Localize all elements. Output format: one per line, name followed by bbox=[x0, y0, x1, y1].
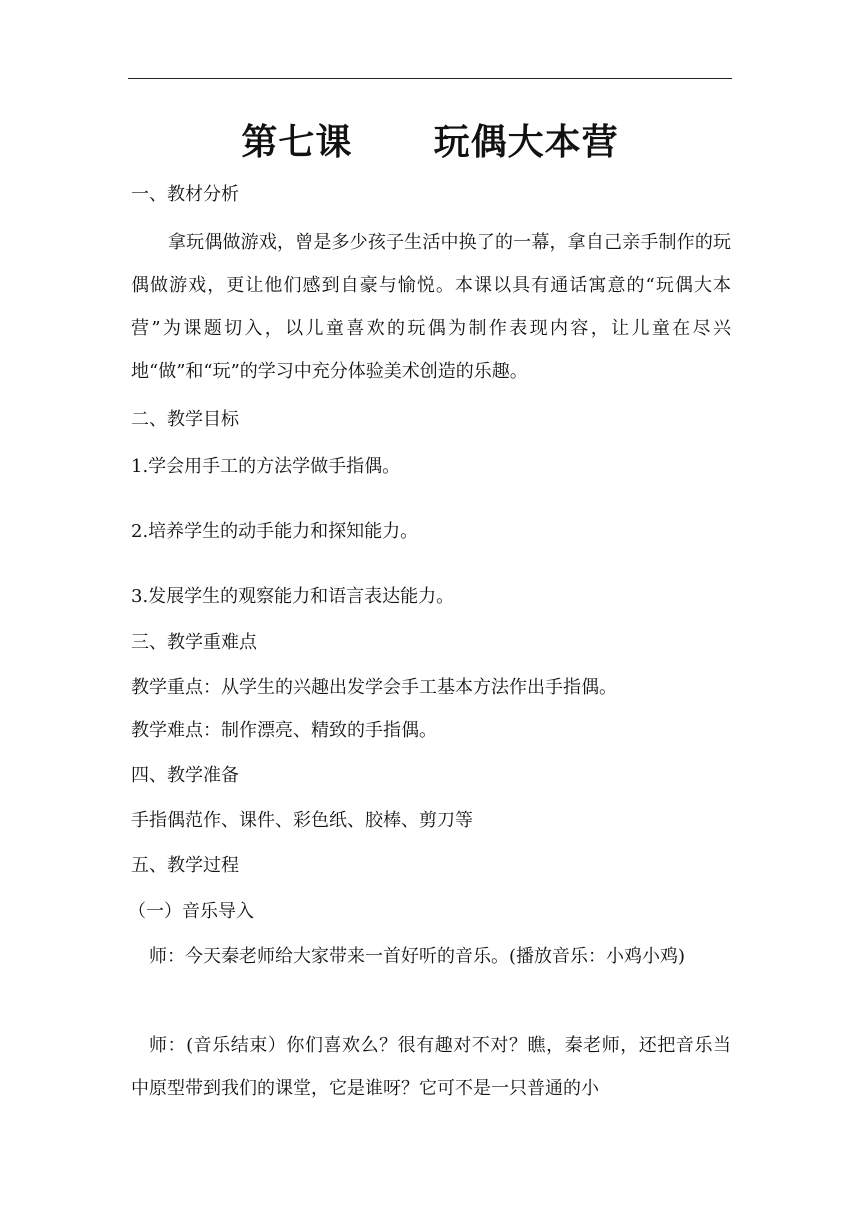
document-title: 第七课 玩偶大本营 bbox=[241, 122, 619, 163]
section-heading-analysis: 一、教材分析 bbox=[131, 184, 239, 205]
section-heading-goals: 二、教学目标 bbox=[131, 409, 239, 430]
process-paragraph-1: 师：今天秦老师给大家带来一首好听的音乐。(播放音乐：小鸡小鸡) bbox=[149, 946, 686, 967]
section-heading-process: 五、教学过程 bbox=[131, 855, 239, 876]
key-point-text: 教学重点：从学生的兴趣出发学会手工基本方法作出手指偶。 bbox=[131, 677, 617, 698]
header-rule bbox=[128, 78, 732, 79]
section-heading-preparation: 四、教学准备 bbox=[131, 765, 239, 786]
goal-item-2: 2.培养学生的动手能力和探知能力。 bbox=[131, 521, 419, 542]
analysis-paragraph: 拿玩偶做游戏，曾是多少孩子生活中换了的一幕，拿自己亲手制作的玩偶做游戏，更让他们感到自豪与愉悦。本课以具有通话寓意的“玩偶大本营”为课题切入，以儿童喜欢的玩偶为制作表现内容，让儿童在尽兴地“做”和“玩”的学习中充分体验美术创造的乐趣。 bbox=[131, 232, 731, 382]
materials-text: 手指偶范作、课件、彩色纸、胶棒、剪刀等 bbox=[131, 810, 473, 831]
goal-item-1: 1.学会用手工的方法学做手指偶。 bbox=[131, 456, 401, 477]
section-heading-key-points: 三、教学重难点 bbox=[131, 632, 257, 653]
difficult-point-text: 教学难点：制作漂亮、精致的手指偶。 bbox=[131, 720, 437, 741]
goal-item-3: 3.发展学生的观察能力和语言表达能力。 bbox=[131, 586, 455, 607]
process-paragraph-2: 师：(音乐结束）你们喜欢么？很有趣对不对？瞧，秦老师，还把音乐当中原型带到我们的课堂，它是谁呀？它可不是一只普通的小 bbox=[131, 1035, 731, 1099]
process-subheading-music: （一）音乐导入 bbox=[128, 901, 254, 922]
